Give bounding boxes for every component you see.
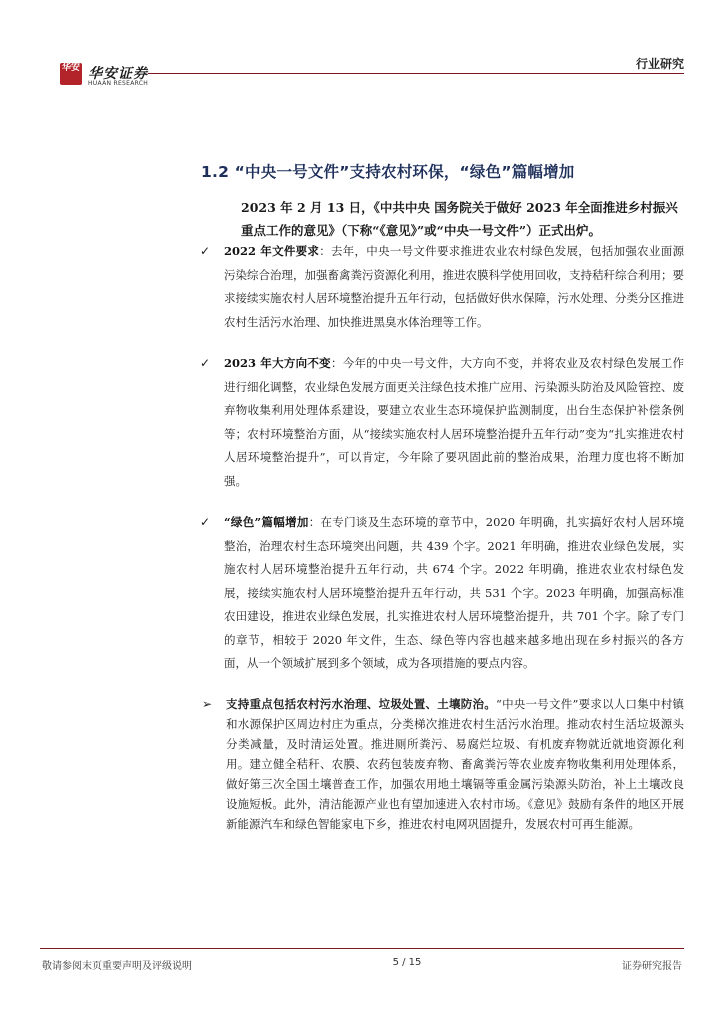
bullet-item xyxy=(200,240,684,334)
section-title: 1.2 “中央一号文件”支持农村环保，“绿色”篇幅增加 xyxy=(201,163,575,181)
report-label: 证券研究报告 xyxy=(621,961,682,972)
bullet-lead: “绿色”篇幅增加 xyxy=(224,515,309,529)
report-type-tag: 行业研究 xyxy=(630,55,684,72)
page-footer xyxy=(40,948,684,972)
page-header xyxy=(40,55,684,91)
company-logo-icon: 华安 xyxy=(60,63,82,85)
sub-bullet-text: “中央一号文件”要求以人口集中村镇和水源保护区周边村庄为重点，分类梯次推进农村生活污水治理。推动农村生活垃圾源头分类减量，及时清运处置。推进厕所粪污、易腐烂垃圾、有机废弃物就近就地资源化利用。建立健全秸秆、农膜、农药包装废弃物、畜禽粪污等农业废弃物收集利用处理体系，做好第三次全国土壤普查工作，加强农用地土壤镉等重金属污染源头防治，补上土壤改良设施短板。此外，清洁能源产业也有望加速进入农村市场。《意见》鼓励有条件的地区开展新能源汽车和绿色智能家电下乡，推进农村电网巩固提升，发展农村可再生能源。 xyxy=(226,696,684,831)
page-number: 5 / 15 xyxy=(392,957,422,968)
arrow-icon: ➢ xyxy=(202,696,213,711)
section-block xyxy=(201,160,686,242)
disclaimer-note: 敬请参阅末页重要声明及评级说明 xyxy=(42,961,192,972)
company-name: 华安证券 xyxy=(88,66,148,82)
company-name-en: HUAAN RESEARCH xyxy=(88,80,149,87)
bullet-item xyxy=(200,352,684,493)
bullet-text: ：今年的中央一号文件，大方向不变，并将农业及农村绿色发展工作进行细化调整，农业绿色发展方面更关注绿色技术推广应用、污染源头防治及风险管控、废弃物收集利用处理体系建设，要建立农业生态环境保护监测制度，出台生态保护补偿条例等；农村环境整治方面，从“接续实施农村人居环境整治提升五年行动”变为“扎实推进农村人居环境整治提升”，可以肯定，今年除了要巩固此前的整治成果，治理力度也将不断加强。 xyxy=(224,356,684,488)
sub-bullet-item xyxy=(202,694,684,834)
section-intro: 2023 年 2 月 13 日，《中共中央 国务院关于做好 2023 年全面推进乡村振兴重点工作的意见》（下称“《意见》”或“中央一号文件”）正式出炉。 xyxy=(241,200,678,238)
bullet-list xyxy=(200,240,684,834)
checkmark-icon: ✓ xyxy=(200,244,211,258)
bullet-lead: 2023 年大方向不变 xyxy=(224,356,331,370)
checkmark-icon: ✓ xyxy=(200,356,211,370)
bullet-lead: 2022 年文件要求 xyxy=(224,244,320,258)
bullet-item xyxy=(200,511,684,676)
checkmark-icon: ✓ xyxy=(200,515,211,529)
header-divider xyxy=(148,73,684,74)
sub-bullet-lead: 支持重点包括农村污水治理、垃圾处置、土壤防治。 xyxy=(226,696,496,711)
bullet-text: ：去年，中央一号文件要求推进农业农村绿色发展，包括加强农业面源污染综合治理，加强畜禽粪污资源化利用，推进农膜科学使用回收，支持秸秆综合利用；要求接续实施农村人居环境整治提升五年行动，包括做好供水保障，污水处理、分类分区推进农村生活污水治理、加快推进黑臭水体治理等工作。 xyxy=(224,244,685,329)
bullet-text: ：在专门谈及生态环境的章节中，2020 年明确，扎实搞好农村人居环境整治，治理农村生态环境突出问题，共 439 个字。2021 年明确，推进农业绿色发展，实施农村人居环境整治提升五年行动，共 674 个字。2022 年明确，推进农业农村绿色发展，接续实施农村人居环境整治提升五年行动，共 531 个字。2023 年明确，加强高标准农田建设，推进农业绿色发展，扎实推进农村人居环境整治提升，共 701 个字。除了专门的章节，相较于 2020 年文件，生态、绿色等内容也越来越多地出现在乡村振兴的各方面，从一个领域扩展到多个领域，成为各项措施的要点内容。 xyxy=(224,515,684,670)
